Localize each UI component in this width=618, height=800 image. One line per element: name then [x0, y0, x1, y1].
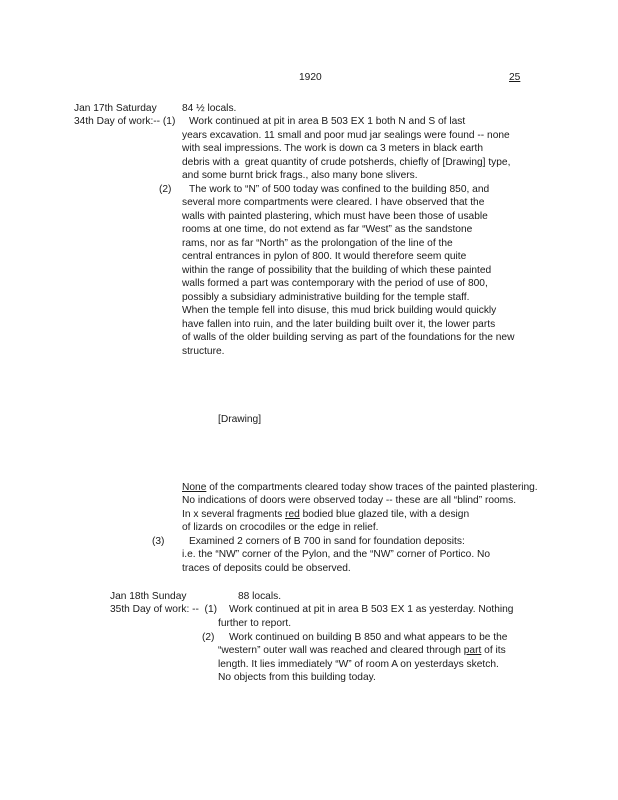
item-line: length. It lies immediately “W” of room A on yesterdays sketch. — [218, 659, 499, 670]
line-text: of its — [481, 645, 506, 656]
line-text: “western” outer wall was reached and cleared through — [218, 645, 464, 656]
entry-day: 34th Day of work:-- (1) — [74, 116, 176, 127]
item-line: Work continued at pit in area B 503 EX 1 as yesterday. Nothing — [229, 604, 514, 615]
item-line: rooms at one time, do not extend as far “West” as the sandstone — [182, 224, 473, 235]
entry-date: Jan 17th Saturday — [74, 103, 157, 114]
item-line: of walls of the older building serving as part of the foundations for the new — [182, 332, 515, 343]
item-line — [218, 644, 506, 657]
item-line: No objects from this building today. — [218, 672, 376, 683]
item-line: traces of deposits could be observed. — [182, 563, 351, 574]
page-number: 25 — [509, 72, 521, 83]
line-text: bodied blue glazed tile, with a design — [299, 509, 470, 520]
item-line: debris with a great quantity of crude potsherds, chiefly of [Drawing] type, — [182, 157, 511, 168]
item-line: When the temple fell into disuse, this mud brick building would quickly — [182, 305, 497, 316]
item-line: central entrances in pylon of 800. It would therefore seem quite — [182, 251, 467, 262]
line-text: of the compartments cleared today show traces of the painted plastering. — [206, 482, 538, 493]
item-line: years excavation. 11 small and poor mud jar sealings were found -- none — [182, 130, 510, 141]
item-line — [182, 508, 469, 521]
underlined-word: None — [182, 482, 207, 493]
entry-locals: 88 locals. — [238, 591, 282, 602]
item-line: Work continued on building B 850 and what appears to be the — [229, 632, 508, 643]
item-line: Examined 2 corners of B 700 in sand for foundation deposits: — [189, 536, 465, 547]
entry-date: Jan 18th Sunday — [110, 591, 187, 602]
underlined-word: part — [463, 645, 482, 656]
item-line: No indications of doors were observed today -- these are all “blind” rooms. — [182, 495, 517, 506]
item-line: Work continued at pit in area B 503 EX 1 both N and S of last — [189, 116, 466, 127]
item-line: within the range of possibility that the building of which these painted — [182, 265, 492, 276]
item-line — [182, 481, 538, 494]
item-number: (3) — [152, 536, 165, 547]
item-line: walls with painted plastering, which must have been those of usable — [182, 211, 488, 222]
item-line: of lizards on crocodiles or the edge in relief. — [182, 522, 379, 533]
year-heading: 1920 — [299, 72, 322, 83]
underlined-word: red — [285, 509, 300, 520]
item-line: i.e. the “NW” corner of the Pylon, and the “NW” corner of Portico. No — [182, 549, 491, 560]
item-line: have fallen into ruin, and the later building built over it, the lower parts — [182, 319, 496, 330]
item-line: The work to “N” of 500 today was confined to the building 850, and — [189, 184, 490, 195]
item-number: (2) — [202, 632, 215, 643]
entry-locals: 84 ½ locals. — [182, 103, 237, 114]
item-line: and some burnt brick frags., also many bone slivers. — [182, 170, 418, 181]
item-line: with seal impressions. The work is down ca 3 meters in black earth — [182, 143, 484, 154]
item-line: structure. — [182, 346, 225, 357]
item-line: several more compartments were cleared. I have observed that the — [182, 197, 485, 208]
item-line: possibly a subsidiary administrative building for the temple staff. — [182, 292, 470, 303]
drawing-placeholder: [Drawing] — [218, 414, 262, 425]
item-line: walls formed a part was contemporary with the period of use of 800, — [182, 278, 488, 289]
item-number: (2) — [159, 184, 172, 195]
entry-day: 35th Day of work: -- (1) — [110, 604, 217, 615]
line-text: In x several fragments — [182, 509, 286, 520]
item-line: rams, nor as far “North” as the prolongation of the line of the — [182, 238, 453, 249]
item-line: further to report. — [218, 618, 292, 629]
